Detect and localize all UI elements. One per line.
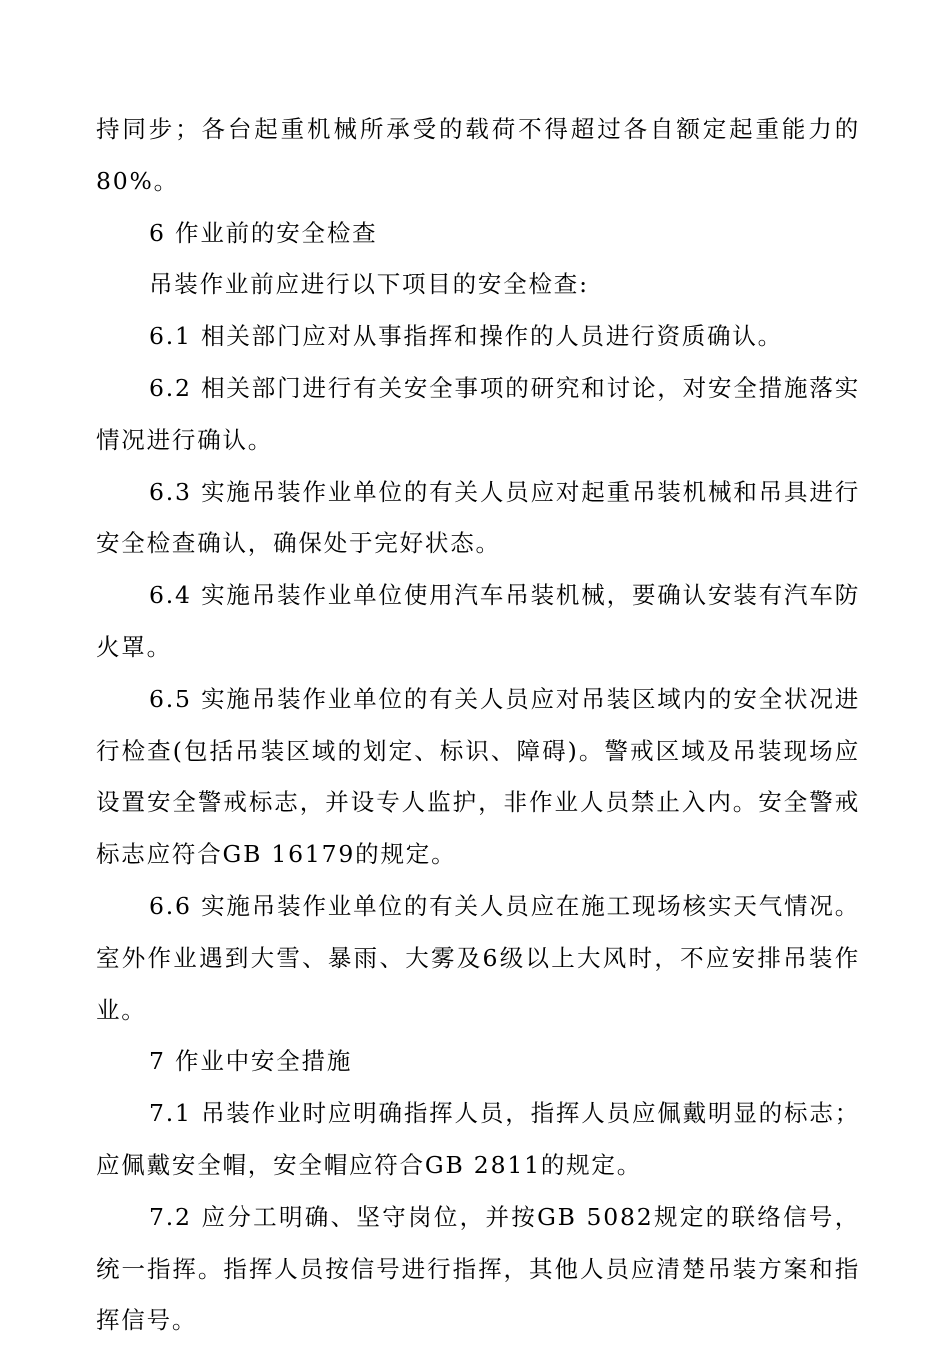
section-heading-6: 6 作业前的安全检查 <box>149 218 378 247</box>
clause-6-3: 6.3 实施吊装作业单位的有关人员应对起重吊装机械和吊具进行安全检查确认，确保处于完好状态。 <box>96 477 860 558</box>
paragraph-intro: 吊装作业前应进行以下项目的安全检查: <box>149 270 589 299</box>
clause-6-1: 6.1 相关部门应对从事指挥和操作的人员进行资质确认。 <box>149 322 783 351</box>
clause-6-6: 6.6 实施吊装作业单位的有关人员应在施工现场核实天气情况。室外作业遇到大雪、暴雨、大雾及6级以上大风时，不应安排吊装作业。 <box>96 891 860 1024</box>
clause-6-5: 6.5 实施吊装作业单位的有关人员应对吊装区域内的安全状况进行检查(包括吊装区域的划定、标识、障碍)。警戒区域及吊装现场应设置安全警戒标志，并设专人监护，非作业人员禁止入内。安全警戒标志应符合GB 16179的规定。 <box>96 684 860 869</box>
paragraph-continuation: 持同步；各台起重机械所承受的载荷不得超过各自额定起重能力的80%。 <box>96 115 860 195</box>
section-heading-7: 7 作业中安全措施 <box>149 1047 353 1076</box>
clause-7-1: 7.1 吊装作业时应明确指挥人员，指挥人员应佩戴明显的标志；应佩戴安全帽，安全帽应符合GB 2811的规定。 <box>96 1099 860 1179</box>
document-body <box>96 104 860 1347</box>
clause-6-2: 6.2 相关部门进行有关安全事项的研究和讨论，对安全措施落实情况进行确认。 <box>96 373 860 454</box>
clause-6-4: 6.4 实施吊装作业单位使用汽车吊装机械，要确认安装有汽车防火罩。 <box>96 581 860 661</box>
clause-7-2: 7.2 应分工明确、坚守岗位，并按GB 5082规定的联络信号，统一指挥。指挥人员按信号进行指挥，其他人员应清楚吊装方案和指挥信号。 <box>96 1202 860 1335</box>
